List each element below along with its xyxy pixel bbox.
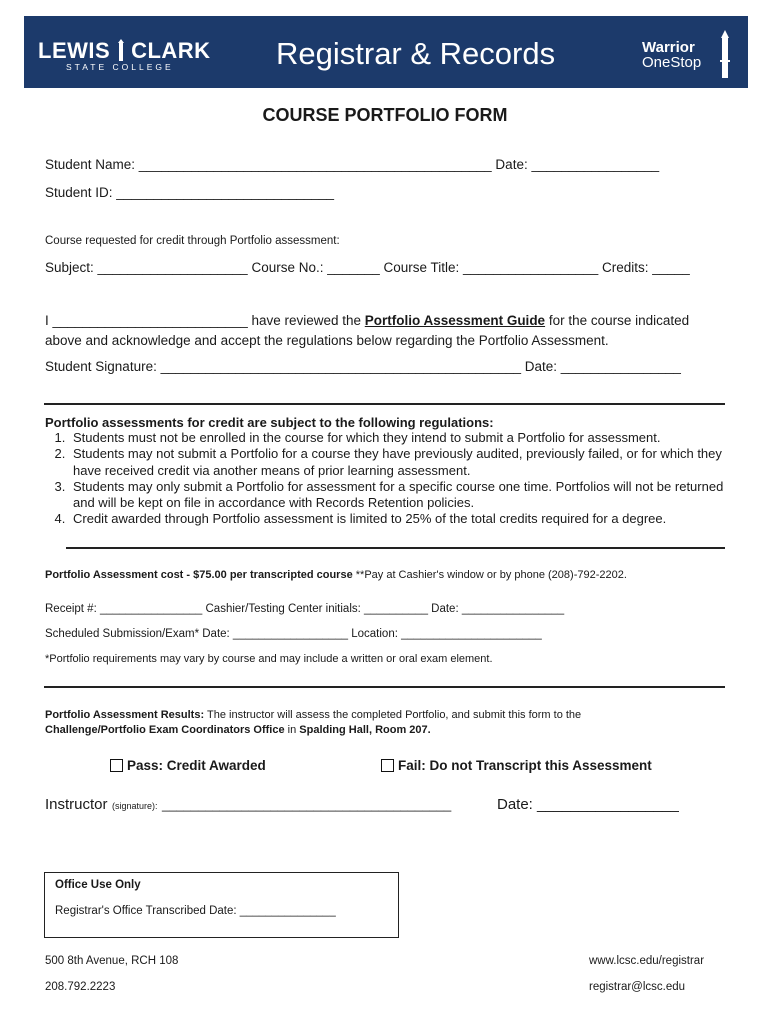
student-id-field[interactable]: Student ID: _____________________________ [45,185,335,200]
regulations-list [25,430,735,528]
instructor-sig-line: ________________________________________ [161,797,452,812]
regulation-item: 4. Credit awarded through Portfolio assessment is limited to 25% of the total credits required for a degree. [69,511,735,527]
transcribed-date-field[interactable]: Registrar's Office Transcribed Date: _______________ [55,905,336,917]
pass-checkbox[interactable] [110,759,123,772]
results-line2 [45,724,431,736]
regulation-item: 2. Students may not submit a Portfolio for a course they have previously audited, previously failed, or for which they have received credit via another means of prior learning assessment. [69,446,735,479]
review-statement [45,313,689,328]
divider-1 [44,403,725,405]
tower-right-icon [718,30,732,83]
review-pre-text: I __________________________ have reviewed the [45,313,365,328]
logo-subtitle: STATE COLLEGE [66,62,174,72]
portfolio-guide-link[interactable]: Portfolio Assessment Guide [364,313,546,328]
footer-website[interactable]: www.lcsc.edu/registrar [589,955,705,967]
student-name-field[interactable]: Student Name: _______________________________________________ Date: _________________ [45,157,660,172]
warrior-logo-line2: OneStop [642,54,702,71]
results-label: Portfolio Assessment Results: [45,709,205,721]
fail-label: Fail: Do not Transcript this Assessment [398,758,652,773]
fail-checkbox[interactable] [381,759,394,772]
logo-right-text: CLARK [131,38,211,63]
regulation-item: 1. Students must not be enrolled in the course for which they intend to submit a Portfolio for assessment. [69,430,735,446]
course-requested-label: Course requested for credit through Portfolio assessment: [45,235,340,247]
tower-icon [117,39,125,61]
portfolio-footnote: *Portfolio requirements may vary by course and may include a written or oral exam element. [45,653,493,665]
instructor-date-field[interactable]: Date: _________________ [497,796,679,813]
warrior-logo-line1: Warrior [642,39,695,56]
footer-address: 500 8th Avenue, RCH 108 [45,955,179,967]
office-use-box [44,872,399,938]
subject-course-fields[interactable]: Subject: ____________________ Course No.: _______ Course Title: __________________ Credits: _____ [45,260,690,275]
warrior-onestop-logo [642,40,701,70]
fail-option[interactable] [381,758,652,773]
footer-phone: 208.792.2223 [45,981,116,993]
regulations-heading: Portfolio assessments for credit are subject to the following regulations: [45,415,494,430]
form-title: COURSE PORTFOLIO FORM [262,105,508,125]
pass-option[interactable] [110,758,266,773]
regulation-item: 3. Students may only submit a Portfolio for assessment for a specific course one time. Portfolios will not be returned and will be kept on file in accordance with Records Retention policies. [69,479,735,512]
header-title: Registrar & Records [276,36,556,71]
receipt-fields[interactable]: Receipt #: ________________ Cashier/Testing Center initials: __________ Date: ________________ [45,603,565,615]
scheduled-exam-fields[interactable]: Scheduled Submission/Exam* Date: __________________ Location: ______________________ [45,628,542,640]
divider-3 [44,686,725,688]
instructor-sig-note: (signature): [111,801,158,811]
office-location: Spalding Hall, Room 207. [299,724,431,736]
instructor-signature-field[interactable] [45,796,451,814]
results-in-text: in [284,724,300,736]
coordinators-office: Challenge/Portfolio Exam Coordinators Office [45,724,285,736]
results-text: The instructor will assess the completed Portfolio, and submit this form to the [204,709,582,721]
college-logo [38,38,211,72]
office-use-title: Office Use Only [55,879,141,891]
cost-line [45,569,627,581]
review-post-text: for the course indicated [545,313,690,328]
cost-label: Portfolio Assessment cost - $75.00 per transcripted course [45,569,353,581]
regulations-section [45,415,735,528]
results-line1 [45,709,581,721]
header-bar [24,16,748,88]
student-signature-field[interactable]: Student Signature: ________________________________________________ Date: ________________ [45,359,681,374]
review-statement-line2: above and acknowledge and accept the regulations below regarding the Portfolio Assessment. [45,333,609,348]
pass-label: Pass: Credit Awarded [127,758,266,773]
footer-email[interactable]: registrar@lcsc.edu [589,981,686,993]
logo-left-text: LEWIS [38,38,111,63]
instructor-label: Instructor [45,796,108,813]
divider-2 [66,547,725,549]
cost-note: **Pay at Cashier's window or by phone (208)-792-2202. [352,569,627,581]
